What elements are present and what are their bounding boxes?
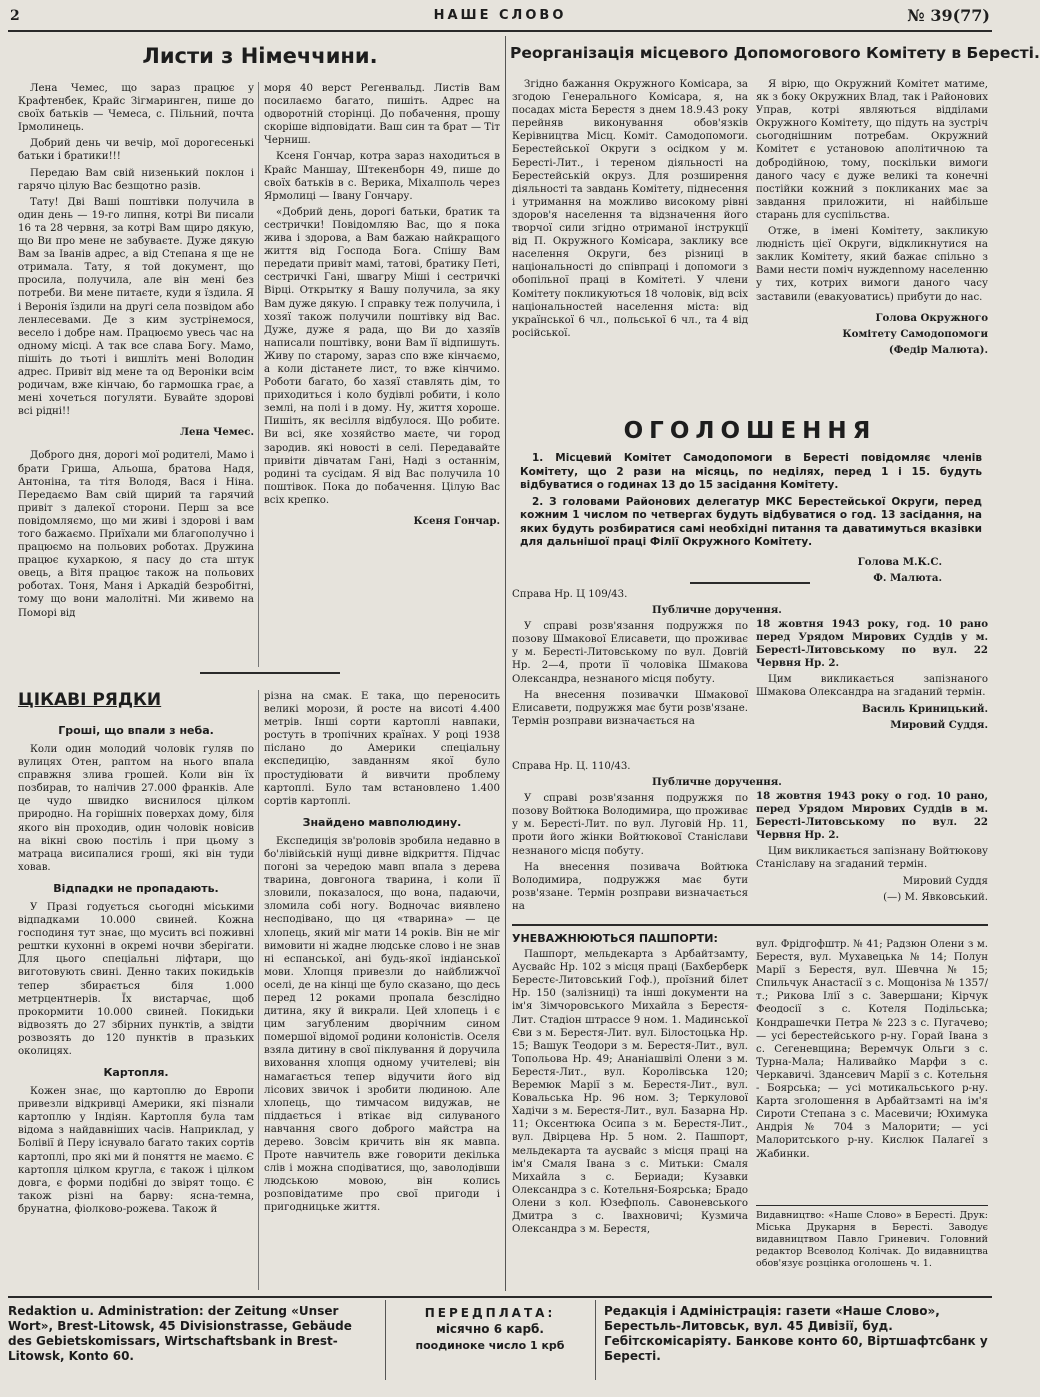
announcement-item: 2. З головами Районових делегатур МКС Берестейської Округи, перед кожним 1 числом по четвергах будуть відбуватися о год. 13 засідання, на яких будуть розбиратися самі необхідні питання та даватимуться вказівки для дальнішої праці Філії Окружного Комітету. bbox=[520, 495, 982, 548]
article-paragraph: Згідно бажання Окружного Комісара, за згодою Генерального Комісара, я, на посадах міста Берестя з днем 18.9.43 року перейняв виконування обов'язків Керівництва Місц. Коміт. Самодопомоги. Берестейської Округи з осідком у м. Бересті-Лит., і тереном діяльності на Берестейській окруз. Для розширення діяльності та завдань Комітету, піднесення і утримання на можливо високому рівні здоров'я населення та відзначення його творчої сили згідно отриманої інструкції від П. Окружного Комісара, заклику все населення Округи, без різниці в національності до співпраці і допомоги з обопільної праці в Комітеті. У члени Комітету покликуються 18 чоловік, від всіх національностей населення міста: від української 6 чл., польської 6 чл., та 4 від російської. bbox=[512, 79, 748, 339]
case-paragraph: На внесення позивачки Шмакової Елисавети, подружжя має бути розв'язане. Термін розправи визначається на bbox=[512, 689, 748, 727]
letters-divider bbox=[258, 82, 259, 667]
interesting-column-2 bbox=[264, 690, 500, 1295]
letters-title: Листи з Німеччини. bbox=[142, 44, 378, 68]
letter-paragraph: Передаю Вам свій низенький поклон і гарячо цілую Вас безщотно разів. bbox=[18, 167, 254, 192]
center-column-rule bbox=[505, 36, 506, 1291]
letter-paragraph: «Добрий день, дорогі батьки, братик та сестрички! Повідомляю Вас, що я пока жива і здорова, а Вам бажаю найкращого життя від Господа Бога. Спішу Вам передати привіт мамі, татові, братику Петі, сестричкі Гані, швагру Міші і сестричкі Вірці. Открытку я Вашу получила, за яку Вам дуже дякую. І справку теж получила, і хозяї також получили поштівку від Вас. Дуже, дуже я рада, що Ви до хазяїв написали поштівку, вони Вам її відпишуть. Живу по старому, зараз спо вже кінчаємо, а коли дістанете лист, то вже кінчимо. Роботи багато, бо хазяї ставлять дім, то приходиться і коло будівлі робити, і коло землі, на полі і в дому. Ну, життя хороше. Пишіть, як весілля відбулося. Що робите. Ви всі, яке хозяйство маєте, чи город зародив. які новості в селі. Передавайте привіти дівчатам Гані, Наді з останнім, родині та сусідам. Я від Вас получила 10 поштівок. Пока до побачення. Цілую Вас всіх крепко. bbox=[264, 206, 500, 506]
letter-paragraph: Добрий день чи вечір, мої дорогесенькі батьки і братики!!! bbox=[18, 138, 254, 163]
footer-ukrainian-address: Редакція і Адміністрація: газети «Наше Слово», Берестьль-Литовськ, вул. 45 Дивізії, буд. Гебітскомісаріяту. Банкове конто 60, Віртшафтсбанк у Бересті. bbox=[604, 1304, 988, 1363]
subscription-single: поодиноке число 1 крб bbox=[415, 1339, 565, 1352]
signature-line: (—) М. Явковський. bbox=[883, 891, 988, 903]
signature-line: Ф. Малюта. bbox=[873, 571, 942, 584]
signature-line: Комітету Самодопомоги bbox=[842, 327, 988, 340]
article-paragraph: різна на смак. Е така, що переносить великі морози, й росте на висоті 4.400 метрів. Інші сорти картоплі навпаки, ростуть в тропічних країнах. У році 1938 післано до Америки спеціальну експедицію, завданням якої було простудіювати й вивчити проблему картоплі. Було там встановлено 1.400 сортів картоплі. bbox=[264, 691, 500, 807]
letters-end-rule bbox=[200, 672, 340, 674]
interesting-divider bbox=[258, 690, 259, 1290]
letter-paragraph: Лена Чемес, що зараз працює у Крафтенбек, Крайс Зігмаринген, пише до своїх батьків — Чемеса, с. Пільний, почта Ірмолинець. bbox=[18, 83, 254, 134]
subheading: Гроші, що впали з неба. bbox=[58, 724, 214, 737]
signature-line: Мировий Суддя bbox=[902, 875, 988, 887]
court-case-1-left bbox=[512, 588, 782, 746]
subheading: Знайдено мавполюдину. bbox=[302, 815, 462, 829]
case-paragraph: На внесення позивача Войтюка Володимира, подружжя має бути розв'язане. Термін розправи визначається на bbox=[512, 861, 748, 912]
interesting-title: ЦІКАВІ РЯДКИ bbox=[18, 690, 162, 710]
cases-end-rule bbox=[512, 924, 988, 926]
issue-number: № 39(77) bbox=[907, 6, 990, 25]
case-paragraph: 18 жовтня 1943 року о год. 10 рано, перед Урядом Мирових Суддів в м. Бересті-Литовському по вул. 22 Червня Нр. 2. bbox=[756, 790, 988, 842]
announcement-rule bbox=[690, 582, 810, 584]
newspaper-name: НАШЕ СЛОВО bbox=[433, 8, 567, 23]
subheading: Відпадки не пропадають. bbox=[53, 881, 219, 895]
letter-paragraph: Тату! Дві Ваші поштівки получила в один день — 19-го липня, котрі Ви писали 16 та 28 червня, за котрі Вам щиро дякую, що Ви про мене не забуваєте. Дуже дякую Вам за Іванів адрес, а від Степана я ще не отримала. Тату, я той документ, що просила, получила, але він мені без потреби. Ви мене питаєте, куди я їздила. Я і Веронія їздили на другі села позвідом або ленлесевами. Де з ким зустрінемося, весело і добре нам. Працюємо увесь час на одному місці. А так все слава Богу. Мамо, пішіть до тьоті і вишліть мені Володин адрес. Привіт від мене та од Вероніки всім родичам, вже кінчаю, бо гармошка грає, а мені хочеться погуляти. Бувайте здорові всі рідні!! bbox=[18, 196, 254, 418]
signature-line: (Федір Малюта). bbox=[888, 343, 988, 356]
letter-paragraph: Доброго дня, дорогі мої родителі, Мамо і брати Гриша, Альоша, братова Надя, Антоніна, та тітя Володя, Вася і Ніна. Передаємо Вам свій щирий та гарячий привіт з далекої сторони. Перш за все повідомляємо, що ми живі і здорові і вам того бажаємо. Приїхали ми благополучно і працюємо на польових роботах. Дружина працює кухаркою, я пасу до ста штук овець, а Вітя працює також на польових роботах. Тоня, Маня і Аркадій безробітні, тому що вони малолітні. Ми живемо на Поморі від bbox=[18, 450, 254, 619]
footer-rule bbox=[8, 1296, 992, 1298]
court-case-2-left bbox=[512, 760, 782, 920]
article-paragraph: Отже, в імені Комітету, закликую людність цієї Округи, відкликнутися на заклик Комітету, який бажає спільно з Вами нести поміч нуждennому населенню у тих, котрих вимоги даного часу заставили (евакуоватись) прибути до нас. bbox=[756, 226, 988, 303]
letter-signature: Лена Чемес. bbox=[180, 426, 254, 439]
case-heading: Публичне доручення. bbox=[652, 776, 782, 789]
reorg-column-1 bbox=[512, 78, 748, 398]
signature-line: Голова Окружного bbox=[875, 311, 988, 324]
letter-signature: Ксеня Гончар. bbox=[413, 515, 500, 527]
case-paragraph: У справі розв'язання подружжя по позову Шмакової Елисавети, що проживає у м. Бересті-Литовському по вул. Довгій Нр. 2—4, проти її чоловіка Шмакова Олександра, незнаного місця побуту. bbox=[512, 621, 748, 685]
letter-paragraph: Ксеня Гончар, котра зараз находиться в Крайс Маншау, Штекенборн 49, пише до своїх батьків в с. Верика, Міхалполь через Ярмолиці — Івану Гончару. bbox=[264, 151, 500, 202]
passports-title: УНЕВАЖНЮЮТЬСЯ ПАШПОРТИ: bbox=[512, 932, 718, 945]
passports-left bbox=[512, 932, 748, 1292]
interesting-column-1 bbox=[18, 720, 254, 1295]
footer-divider-left bbox=[385, 1300, 386, 1380]
signature-line: Голова М.К.С. bbox=[857, 555, 942, 568]
page-number: 2 bbox=[10, 8, 20, 24]
court-case-1-right bbox=[756, 618, 988, 746]
signature-line: Василь Криницький. bbox=[861, 702, 988, 715]
case-number: Справа Нр. Ц. 110/43. bbox=[512, 761, 631, 772]
case-paragraph: Цим викликається запізнану Войтюкову Станіславу на згаданий термін. bbox=[756, 846, 988, 871]
case-paragraph: Цим викликається запізнаного Шмакова Олександра на згаданий термін. bbox=[756, 674, 988, 699]
article-paragraph: У Празі годується сьогодні міськими відпадками 10.000 свиней. Кожна господиня тут знає, що мусить всі поживні рештки кухонні в окремі ночви зберігати. Для цього спеціальні ліфтари, що виготовують свині. Денно таких покидьків тепер збирається біля 1.000 метрцентнерів. Їх вистарчає, щоб прокормити 10.000 свиней. Покидьки відвозять до 27 збірних пунктів, а звідти розвозять до 120 пунктів в празьких околицях. bbox=[18, 901, 254, 1057]
footer-divider-right bbox=[595, 1300, 596, 1380]
subscription-monthly: місячно 6 карб. bbox=[436, 1322, 544, 1336]
court-case-2-right bbox=[756, 790, 988, 920]
passports-paragraph: Пашпорт, мельдекарта з Арбайтзамту, Аусвайс Нр. 102 з місця праці (Бахберберк Берестє-Литовський Гоф.), проїзний білет Нр. 150 (залізниці) та інші документи на ім'я Зімчоровського Михайла з Берестя-Лит. Стадіон штрассе 9 ном. 1. Мадинської Єви з м. Берестя-Лит. вул. Білостоцька Нр. 15; Вашук Теодори з м. Берестя-Лит., вул. Топольова Нр. 49; Ананіашвілі Олени з м. Берестя-Лит., вул. Королівська 120; Веремюк Марії з м. Берестя-Лит., вул. Ковальська Нр. 96 ном. 3; Теркулової Хадічи з м. Берестя-Лит., вул. Базарна Нр. 11; Оксентюка Осипа з м. Берестя-Лит., вул. Двірцева Нр. 5 ном. 2. Пашпорт, мельдекарта та аусвайс з місця праці на ім'я Смаля Івана з с. Митьки: Смаля Михайла з с. Бериади; Кузавки Олександра з с. Котельня-Боярська; Брадо Олени з кол. Юзефполь. Савоневського Дмитра з с. Івахновичі; Кузмича Олександра з м. Берестя, bbox=[512, 949, 748, 1236]
letter-paragraph: моря 40 верст Регенвальд. Листів Вам посилаємо багато, пишіть. Адрес на одворотній сторінці. До побачення, прошу скоріше відповідати. Ваш син та брат — Тіт Черниш. bbox=[264, 83, 500, 147]
announcement-body bbox=[520, 452, 982, 582]
case-paragraph: У справі розв'язання подружжя по позову Войтюка Володимира, що проживає у м. Бересті-Лит. по вул. Луговій Нр. 11, проти його жінки Войтюкової Станіслави незнаного місця побуту. bbox=[512, 793, 748, 857]
passports-right bbox=[756, 938, 988, 1200]
case-paragraph: 18 жовтня 1943 року, год. 10 рано перед Урядом Мирових Суддів у м. Бересті-Литовському по вул. 22 Червня Нр. 2. bbox=[756, 618, 988, 670]
article-paragraph: Кожен знає, що картоплю до Европи привезли відкривці Америки, які пізнали картоплю у Індіян. Картопля була там відома з найдавніших часів. Наприклад, у Болівії й Перу існувало багато таких сортів картоплі, про які ми й поняття не маємо. Є картопля цілком кругла, є також і цілком довга, є форми подібні до звірят тощо. Є також різні на барву: ясна-темна, брунатна, фіолково-рожева. Також й bbox=[18, 1086, 254, 1215]
subscription-title: ПЕРЕДПЛАТА: bbox=[424, 1306, 556, 1320]
subheading: Картопля. bbox=[103, 1066, 169, 1080]
imprint bbox=[756, 1210, 988, 1292]
case-heading: Публичне доручення. bbox=[652, 604, 782, 617]
article-paragraph: Коли один молодий чоловік гуляв по вулицях Отен, рaптом на нього впала справжня злива грошей. Коли він їх позбирав, то налічив 27.000 франків. Але це чудо швидко виснилося цілком природно. На горішніх поверхах дому, біля якого він проходив, один чоловік новісив на вікні свою постіль і при цьому з матраца висипалися гроші, які він туди ховав. bbox=[18, 744, 254, 873]
case-number: Справа Нр. Ц 109/43. bbox=[512, 589, 628, 600]
article-paragraph: Я вірю, що Окружний Комітет матиме, як з боку Окружних Влад, так і Районових Управ, котрі являються відділами Окружного Комітету, що підуть на зустріч сьогоднішним потребам. Окружний Комітет є установою аполітичною та добродійною, тому, поскільки вимоги даного часу є дуже великі та конечні постійки кожний з покликаних має за завдання приложити, ні найбільше старань для суспільства. bbox=[756, 79, 988, 221]
article-paragraph: Експедиція зв'роловів зробила недавно в бо'лівійській нущі дивне відкриття. Підчас погоні за чередою мавп впала з дерева тваринa, довгонога тварина, і коли її зловили, показалося, що вона, падаючи, зломила собі ногу. Водночас виявлено несподівано, що ця «тварина» — це хлопець, який міг мати 14 років. Він не міг вимовити ні жадне людське слово і не знав ні еспанської, ані будь-якої індіанської мови. Хлопця привезли до найближчої оселі, де на кінці ще було сказано, що десь перед 12 роками пропала безслідно дитина, яку й викрали. Цей хлопець і є цим загубленим дворічним сином помершої відомої родини колоністів. Оселя взяла дитину в свої піклування й доручила виховання хлопця одному учителеві; він намагається тепер відучити його від лісових звичок і зробити людиною. Але хлопець, що тимчасом видужав, не піддається і втікає від силуваного навчання свого доброго майстра на дерево. Зовсім кричить він як мавпа. Проте навчитель вже говорити декілька слів і можна сподіватися, що, заволодівши людською мовою, він колись розповідатиме про свої пригоди і пригодницьке життя. bbox=[264, 835, 500, 1214]
letters-column-1 bbox=[18, 82, 254, 672]
imprint-text: Видавництво: «Наше Слово» в Бересті. Друк: Міська Друкарня в Бересті. Заводує видавництвом Павло Гриневич. Головний редактор Всеволод Колічак. До видавництва обов'язує розцінка оголошень ч. 1. bbox=[756, 1210, 988, 1269]
reorg-column-2 bbox=[756, 78, 988, 398]
signature-line: Мировий Суддя. bbox=[890, 718, 988, 731]
passports-paragraph: вул. Фрідгофштр. № 41; Радзюн Олени з м. Берестя, вул. Мухавецька № 14; Полун Марії з Берестя, вул. Шевчна № 15; Спильчук Анастасії з с. Мощоніза № 1357/т.; Рикова Ілії з с. Завершани; Кірчук Феодосії з с. Котеля Подільська; Кондрашечки Петра № 223 з с. Пугачево; — усі берестейського р-ну. Горай Івана з с. Сегеневщина; Веремчук Ольги з с. Турна-Мала; Наливайко Марфи з с. Черкавичі. Здансевич Марії з с. Котельня - Боярська; — усі мотикальського р-ну. Карта зголошення в Арбайтзамті на ім'я Сироти Степана з с. Масевичи; Юхимука Андрія № 704 з Малорити; — усі Малоритського р-ну. Кислюк Палагеї з Жабинки. bbox=[756, 939, 988, 1160]
footer-german-address: Redaktion u. Administration: der Zeitung «Unser Wort», Brest-Litowsk, 45 Divisionstrasse, Gebäude des Gebietskomissars, Wirtschaftsbank in Brest-Litowsk, Konto 60. bbox=[8, 1304, 352, 1363]
announcement-title: ОГОЛОШЕННЯ bbox=[623, 418, 877, 444]
header-rule bbox=[8, 30, 992, 32]
imprint-rule bbox=[756, 1205, 988, 1206]
announcement-item: 1. Місцевий Комітет Самодопомоги в Бересті повідомляє членів Комітету, що 2 рази на місяць, по неділях, перед 1 і 15. будуть відбуватися о годинах 13 до 15 засідання Комітету. bbox=[520, 452, 982, 491]
letters-column-2 bbox=[264, 82, 500, 672]
reorg-title: Реорганізація місцевого Допомогового Комітету в Бересті. bbox=[510, 44, 1040, 62]
